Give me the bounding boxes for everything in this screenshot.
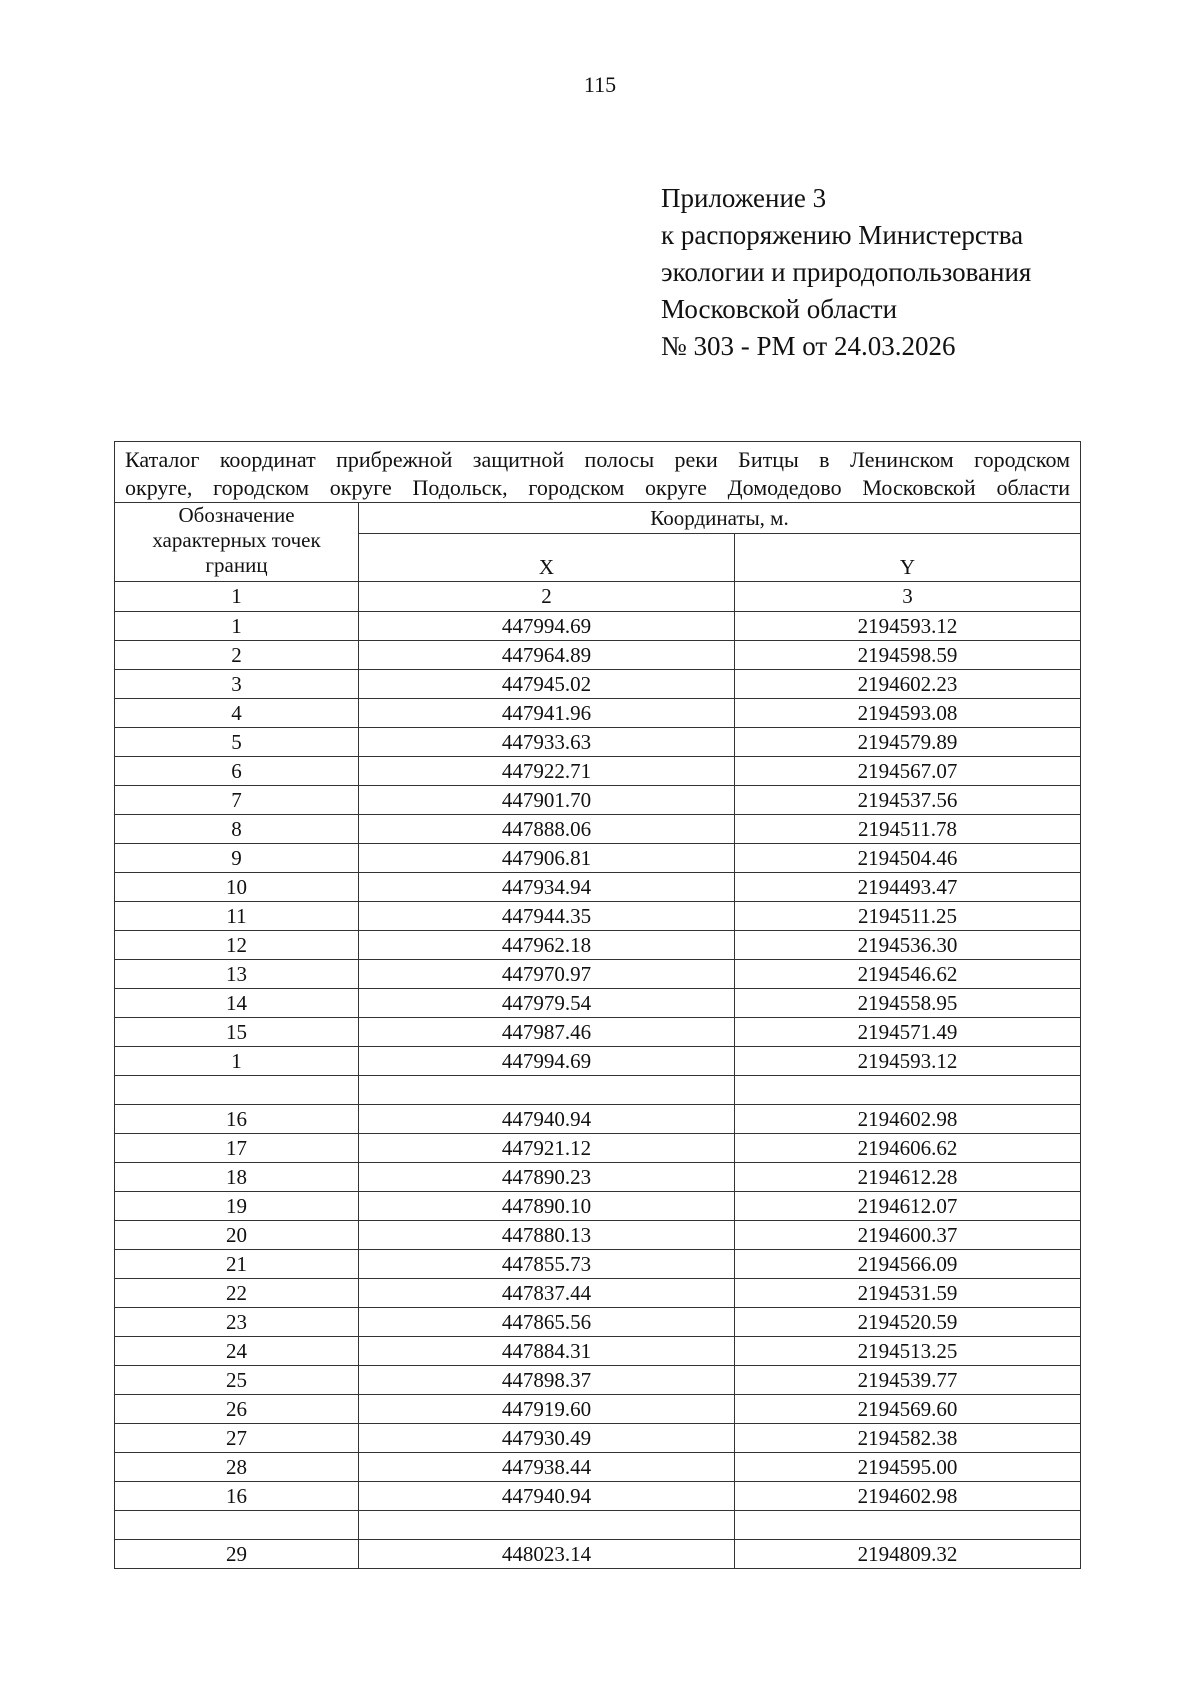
point-number-cell: 20 xyxy=(115,1221,359,1250)
coord-y-cell: 2194612.07 xyxy=(735,1192,1081,1221)
coord-y-cell: 2194809.32 xyxy=(735,1540,1081,1569)
point-number-cell: 9 xyxy=(115,844,359,873)
header-designation-line-1: Обозначение xyxy=(178,503,295,527)
coord-y-cell: 2194593.12 xyxy=(735,1047,1081,1076)
point-number-cell: 15 xyxy=(115,1018,359,1047)
point-number-cell: 16 xyxy=(115,1482,359,1511)
point-number-cell: 13 xyxy=(115,960,359,989)
table-row xyxy=(115,960,1081,989)
table-row xyxy=(115,1250,1081,1279)
header-designation-line-2: характерных точек xyxy=(152,528,321,552)
point-number-cell: 18 xyxy=(115,1163,359,1192)
coord-x-cell: 447901.70 xyxy=(359,786,735,815)
coord-x-cell: 447921.12 xyxy=(359,1134,735,1163)
coord-y-cell: 2194612.28 xyxy=(735,1163,1081,1192)
coord-x-cell: 447994.69 xyxy=(359,1047,735,1076)
table-row xyxy=(115,1105,1081,1134)
coord-y-cell: 2194566.09 xyxy=(735,1250,1081,1279)
coord-x-cell: 447962.18 xyxy=(359,931,735,960)
coord-x-cell xyxy=(359,1076,735,1105)
appendix-line-4: Московской области xyxy=(661,294,898,324)
coord-y-cell: 2194520.59 xyxy=(735,1308,1081,1337)
point-number-cell: 24 xyxy=(115,1337,359,1366)
point-number-cell: 5 xyxy=(115,728,359,757)
coord-x-cell: 447994.69 xyxy=(359,612,735,641)
coord-y-cell: 2194504.46 xyxy=(735,844,1081,873)
table-row xyxy=(115,1337,1081,1366)
point-number-cell: 16 xyxy=(115,1105,359,1134)
coord-x-cell: 447979.54 xyxy=(359,989,735,1018)
point-number-cell: 29 xyxy=(115,1540,359,1569)
table-caption-line-2: округе, городском округе Подольск, городском округе Домодедово Московской области xyxy=(125,475,1070,500)
coord-y-cell: 2194579.89 xyxy=(735,728,1081,757)
page-number: 115 xyxy=(583,72,617,97)
coord-x-cell: 447906.81 xyxy=(359,844,735,873)
coord-y-cell: 2194537.56 xyxy=(735,786,1081,815)
point-number-cell: 1 xyxy=(115,612,359,641)
column-number-row xyxy=(115,582,1081,612)
coord-y-cell xyxy=(735,1511,1081,1540)
coord-x-cell: 447930.49 xyxy=(359,1424,735,1453)
point-number-cell xyxy=(115,1076,359,1105)
coord-x-cell: 447890.23 xyxy=(359,1163,735,1192)
coord-x-cell: 447865.56 xyxy=(359,1308,735,1337)
coord-y-cell: 2194567.07 xyxy=(735,757,1081,786)
table-caption-line-1: Каталог координат прибрежной защитной полосы реки Битцы в Ленинском городском xyxy=(125,447,1070,472)
header-designation-line-3: границ xyxy=(205,553,268,577)
point-number-cell: 6 xyxy=(115,757,359,786)
point-number-cell: 26 xyxy=(115,1395,359,1424)
coord-y-cell: 2194571.49 xyxy=(735,1018,1081,1047)
coord-x-cell: 447888.06 xyxy=(359,815,735,844)
coord-x-cell: 447964.89 xyxy=(359,641,735,670)
table-row xyxy=(115,1540,1081,1569)
coord-y-cell: 2194569.60 xyxy=(735,1395,1081,1424)
table-row xyxy=(115,1163,1081,1192)
table-row xyxy=(115,931,1081,960)
coord-y-cell: 2194493.47 xyxy=(735,873,1081,902)
coord-x-cell: 447970.97 xyxy=(359,960,735,989)
coord-x-cell: 447890.10 xyxy=(359,1192,735,1221)
point-number-cell: 14 xyxy=(115,989,359,1018)
coord-y-cell: 2194595.00 xyxy=(735,1453,1081,1482)
coord-x-cell: 447940.94 xyxy=(359,1482,735,1511)
coord-y-cell: 2194511.25 xyxy=(735,902,1081,931)
coord-x-cell: 447898.37 xyxy=(359,1366,735,1395)
point-number-cell: 11 xyxy=(115,902,359,931)
appendix-line-3: экологии и природопользования xyxy=(661,257,1032,287)
coord-x-cell: 447941.96 xyxy=(359,699,735,728)
column-number-3: 3 xyxy=(735,582,1081,612)
table-row xyxy=(115,1047,1081,1076)
table-row xyxy=(115,1482,1081,1511)
coord-y-cell: 2194531.59 xyxy=(735,1279,1081,1308)
header-coordinates: Координаты, м. xyxy=(359,503,1081,534)
point-number-cell: 21 xyxy=(115,1250,359,1279)
table-row xyxy=(115,786,1081,815)
point-number-cell: 12 xyxy=(115,931,359,960)
coord-y-cell: 2194582.38 xyxy=(735,1424,1081,1453)
table-row xyxy=(115,902,1081,931)
table-row xyxy=(115,873,1081,902)
point-number-cell: 22 xyxy=(115,1279,359,1308)
table-row xyxy=(115,728,1081,757)
coord-y-cell: 2194593.12 xyxy=(735,612,1081,641)
coord-y-cell: 2194593.08 xyxy=(735,699,1081,728)
coord-x-cell: 447919.60 xyxy=(359,1395,735,1424)
coord-x-cell: 447940.94 xyxy=(359,1105,735,1134)
header-designation xyxy=(115,503,359,582)
point-number-cell: 10 xyxy=(115,873,359,902)
table-row xyxy=(115,612,1081,641)
point-number-cell: 23 xyxy=(115,1308,359,1337)
coord-x-cell: 447934.94 xyxy=(359,873,735,902)
point-number-cell: 4 xyxy=(115,699,359,728)
point-number-cell: 2 xyxy=(115,641,359,670)
appendix-line-2: к распоряжению Министерства xyxy=(661,220,1024,250)
header-y: Y xyxy=(735,534,1081,582)
table-row xyxy=(115,1134,1081,1163)
table-row xyxy=(115,1018,1081,1047)
coord-y-cell: 2194602.98 xyxy=(735,1482,1081,1511)
coord-y-cell: 2194598.59 xyxy=(735,641,1081,670)
coord-x-cell xyxy=(359,1511,735,1540)
coord-y-cell: 2194600.37 xyxy=(735,1221,1081,1250)
table-caption-row xyxy=(115,442,1081,503)
point-number-cell: 7 xyxy=(115,786,359,815)
coord-x-cell: 448023.14 xyxy=(359,1540,735,1569)
table-row xyxy=(115,1192,1081,1221)
coord-x-cell: 447933.63 xyxy=(359,728,735,757)
coord-y-cell: 2194539.77 xyxy=(735,1366,1081,1395)
point-number-cell: 28 xyxy=(115,1453,359,1482)
coord-x-cell: 447944.35 xyxy=(359,902,735,931)
appendix-line-1: Приложение 3 xyxy=(661,183,827,213)
appendix-block xyxy=(661,180,1031,365)
point-number-cell: 25 xyxy=(115,1366,359,1395)
coord-y-cell: 2194558.95 xyxy=(735,989,1081,1018)
appendix-line-5: № 303 - РМ от 24.03.2026 xyxy=(661,331,956,361)
table-spacer-row xyxy=(115,1076,1081,1105)
coord-x-cell: 447837.44 xyxy=(359,1279,735,1308)
coord-x-cell: 447884.31 xyxy=(359,1337,735,1366)
table-row xyxy=(115,1395,1081,1424)
coord-y-cell: 2194546.62 xyxy=(735,960,1081,989)
point-number-cell: 8 xyxy=(115,815,359,844)
point-number-cell: 27 xyxy=(115,1424,359,1453)
coord-y-cell: 2194511.78 xyxy=(735,815,1081,844)
coord-y-cell xyxy=(735,1076,1081,1105)
table-row xyxy=(115,641,1081,670)
coord-y-cell: 2194513.25 xyxy=(735,1337,1081,1366)
coord-y-cell: 2194606.62 xyxy=(735,1134,1081,1163)
point-number-cell: 17 xyxy=(115,1134,359,1163)
point-number-cell: 1 xyxy=(115,1047,359,1076)
coord-x-cell: 447922.71 xyxy=(359,757,735,786)
table-row xyxy=(115,1424,1081,1453)
point-number-cell: 3 xyxy=(115,670,359,699)
table-header-row xyxy=(115,503,1081,534)
coord-x-cell: 447945.02 xyxy=(359,670,735,699)
table-row xyxy=(115,670,1081,699)
table-caption xyxy=(115,442,1081,503)
table-row xyxy=(115,1221,1081,1250)
coord-x-cell: 447987.46 xyxy=(359,1018,735,1047)
table-row xyxy=(115,1453,1081,1482)
column-number-1: 1 xyxy=(115,582,359,612)
coord-x-cell: 447938.44 xyxy=(359,1453,735,1482)
table-row xyxy=(115,989,1081,1018)
column-number-2: 2 xyxy=(359,582,735,612)
table-row xyxy=(115,1366,1081,1395)
point-number-cell: 19 xyxy=(115,1192,359,1221)
table-row xyxy=(115,1279,1081,1308)
table-row xyxy=(115,1308,1081,1337)
coordinates-table xyxy=(114,441,1081,1569)
table-row xyxy=(115,699,1081,728)
table-spacer-row xyxy=(115,1511,1081,1540)
coord-y-cell: 2194602.98 xyxy=(735,1105,1081,1134)
table-row xyxy=(115,757,1081,786)
table-row xyxy=(115,815,1081,844)
point-number-cell xyxy=(115,1511,359,1540)
header-x: X xyxy=(359,534,735,582)
coord-x-cell: 447855.73 xyxy=(359,1250,735,1279)
coord-y-cell: 2194536.30 xyxy=(735,931,1081,960)
coord-x-cell: 447880.13 xyxy=(359,1221,735,1250)
table-row xyxy=(115,844,1081,873)
coord-y-cell: 2194602.23 xyxy=(735,670,1081,699)
